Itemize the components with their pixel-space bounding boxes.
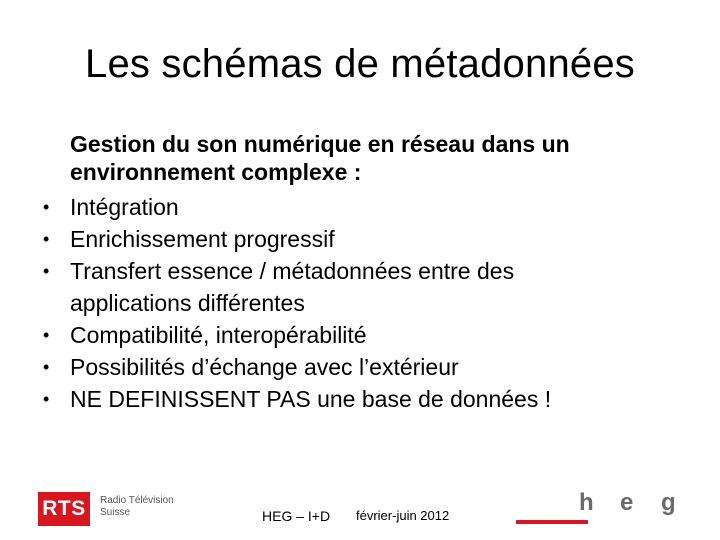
bullet-item	[30, 351, 690, 383]
bullet-dot-icon: •	[43, 389, 50, 409]
heg-logo-letter: e	[620, 489, 634, 516]
slide-subtitle	[30, 130, 690, 186]
bullet-dot-icon: •	[43, 357, 50, 377]
heg-logo-letter: h	[579, 489, 594, 516]
footer-organization: HEG – I+D	[262, 508, 331, 524]
subtitle-line: environnement complexe :	[70, 159, 362, 185]
heg-logo-letter: g	[661, 489, 676, 516]
bullet-text: Enrichissement progressif	[70, 226, 335, 252]
rts-name-line: Radio Télévision	[100, 495, 174, 506]
bullet-dot-icon: •	[43, 261, 50, 281]
bullet-item	[30, 255, 690, 319]
rts-name	[100, 495, 174, 519]
accent-line	[516, 520, 588, 524]
slide-content	[30, 130, 690, 415]
bullet-text: Intégration	[70, 194, 179, 220]
bullet-text: NE DEFINISSENT PAS une base de données !	[70, 386, 552, 412]
bullet-list	[30, 191, 690, 415]
slide-title: Les schémas de métadonnées	[85, 42, 635, 86]
bullet-dot-icon: •	[43, 229, 50, 249]
footer-date: février-juin 2012	[356, 508, 450, 523]
bullet-text: Transfert essence / métadonnées entre des	[70, 258, 515, 284]
bullet-text: Compatibilité, interopérabilité	[70, 322, 367, 348]
bullet-dot-icon: •	[43, 325, 50, 345]
bullet-item	[30, 191, 690, 223]
bullet-item	[30, 319, 690, 351]
bullet-dot-icon: •	[43, 197, 50, 217]
bullet-item	[30, 223, 690, 255]
bullet-text-continued: applications différentes	[70, 290, 305, 316]
bullet-text: Possibilités d’échange avec l’extérieur	[70, 354, 459, 380]
slide-footer	[0, 480, 720, 540]
rts-name-line: Suisse	[100, 507, 131, 518]
subtitle-line: Gestion du son numérique en réseau dans un	[70, 131, 570, 157]
bullet-item	[30, 383, 690, 415]
rts-logo: RTS	[38, 492, 90, 526]
